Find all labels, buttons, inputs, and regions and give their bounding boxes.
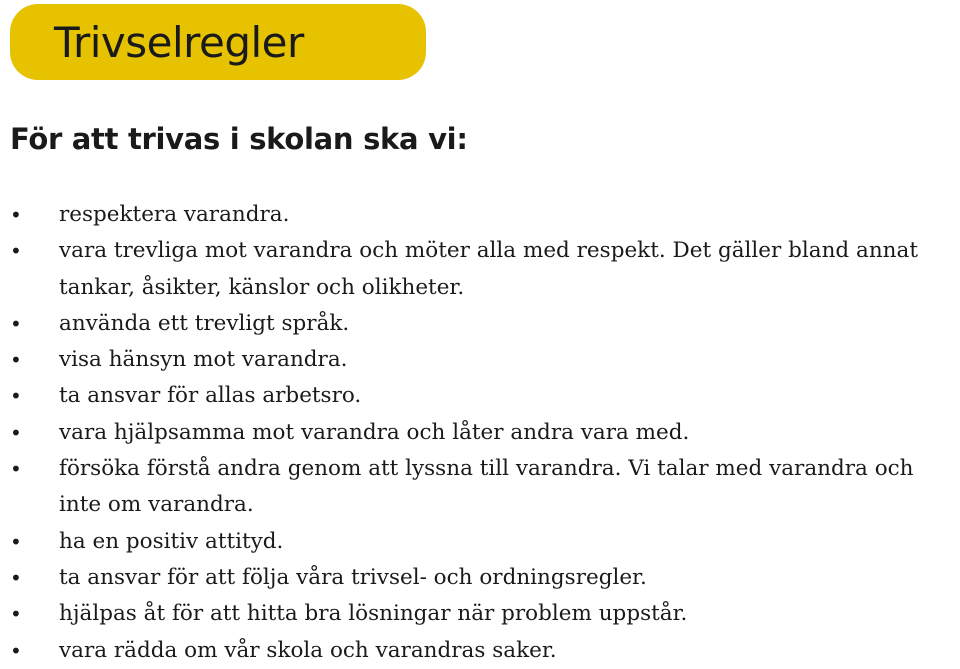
rule-text: försöka förstå andra genom att lyssna till varandra. Vi talar med varandra och inte om varandra. bbox=[59, 456, 914, 518]
bullet-icon: • bbox=[10, 203, 22, 227]
list-item bbox=[10, 451, 955, 524]
bullet-icon: • bbox=[10, 420, 22, 445]
bullet-icon: • bbox=[10, 457, 22, 482]
list-item bbox=[10, 233, 955, 306]
list-item bbox=[10, 524, 955, 560]
rule-text: ta ansvar för att följa våra trivsel- och ordningsregler. bbox=[59, 564, 647, 590]
rule-text: visa hänsyn mot varandra. bbox=[59, 347, 348, 373]
section-heading: För att trivas i skolan ska vi: bbox=[10, 122, 468, 156]
list-item bbox=[10, 378, 955, 414]
bullet-icon: • bbox=[10, 384, 22, 409]
list-item bbox=[10, 415, 955, 451]
list-item bbox=[10, 342, 955, 378]
bullet-icon: • bbox=[10, 565, 22, 590]
list-item bbox=[10, 633, 955, 669]
list-item bbox=[10, 306, 955, 342]
rule-text: vara trevliga mot varandra och möter alla med respekt. Det gäller bland annat tankar, åsikter, känslor och olikheter. bbox=[59, 238, 918, 300]
bullet-icon: • bbox=[10, 529, 22, 554]
rule-text: använda ett trevligt språk. bbox=[59, 310, 350, 336]
rule-text: ta ansvar för allas arbetsro. bbox=[59, 383, 362, 409]
bullet-icon: • bbox=[10, 239, 22, 264]
rule-text: respektera varandra. bbox=[59, 202, 290, 227]
bullet-icon: • bbox=[10, 602, 22, 627]
list-item bbox=[10, 197, 955, 233]
bullet-icon: • bbox=[10, 348, 22, 373]
rule-text: hjälpas åt för att hitta bra lösningar när problem uppstår. bbox=[59, 601, 688, 627]
bullet-icon: • bbox=[10, 311, 22, 336]
rule-text: vara hjälpsamma mot varandra och låter andra vara med. bbox=[59, 419, 690, 445]
rule-text: vara rädda om vår skola och varandras saker. bbox=[59, 637, 557, 663]
bullet-icon: • bbox=[10, 638, 22, 663]
title-banner bbox=[10, 4, 426, 80]
rule-text: ha en positiv attityd. bbox=[59, 528, 284, 554]
page-title: Trivselregler bbox=[54, 18, 304, 67]
rules-list bbox=[10, 197, 955, 669]
list-item bbox=[10, 596, 955, 632]
list-item bbox=[10, 560, 955, 596]
